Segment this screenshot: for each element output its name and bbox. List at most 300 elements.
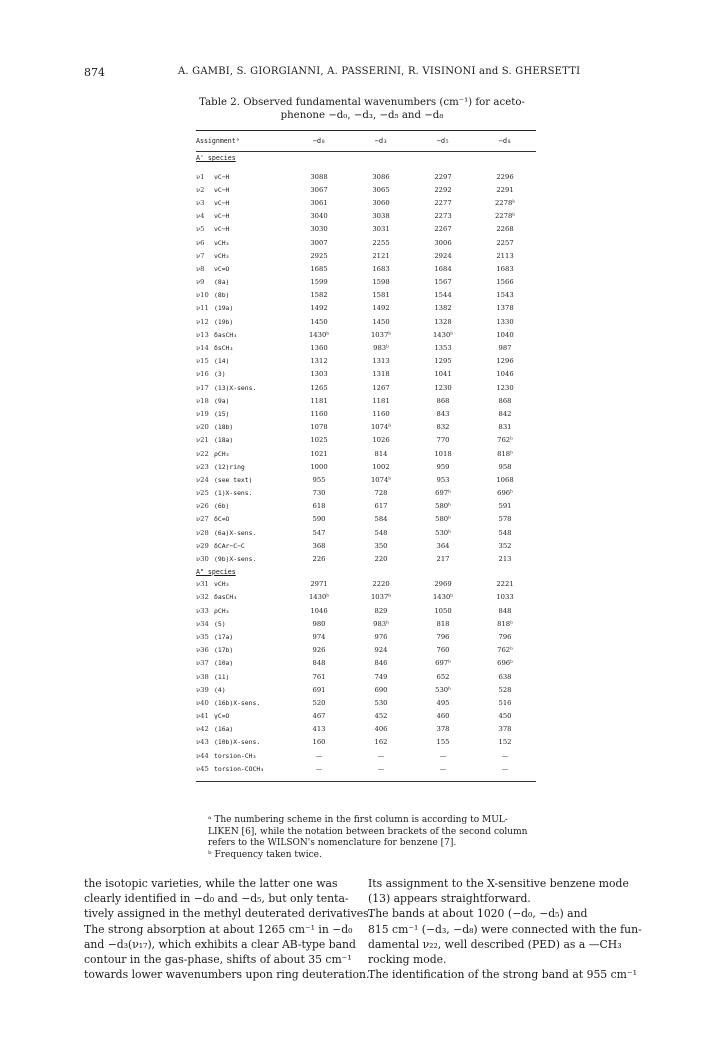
table-row <box>196 500 536 513</box>
page-number: 874 <box>84 66 105 79</box>
assignment-cell: (1)X-sens. <box>214 489 253 498</box>
mode-number: ν8 <box>196 264 205 273</box>
text-line: The identification of the strong band at 955 cm⁻¹ <box>368 968 637 982</box>
table-row <box>196 670 536 683</box>
value-d8: 842 <box>498 409 512 418</box>
value-d3: 1074ᵇ <box>370 475 392 484</box>
footnote-a-line-1: ᵃ The numbering scheme in the first column is according to MUL- <box>208 815 508 825</box>
mode-number: ν20 <box>196 423 209 432</box>
value-d8: 1296 <box>496 357 514 366</box>
table-row <box>196 578 536 591</box>
table-row <box>196 236 536 249</box>
value-d3: 1313 <box>372 357 390 366</box>
table-row <box>196 591 536 604</box>
value-d3: 2121 <box>372 251 390 260</box>
body-text-left-column <box>84 876 373 982</box>
mode-number: ν37 <box>196 659 209 668</box>
value-d0: 368 <box>312 541 326 550</box>
assignment-cell: νCH₃ <box>214 251 230 260</box>
mode-number: ν7 <box>196 251 205 260</box>
value-d0: 1430ᵇ <box>308 593 330 602</box>
mode-number: ν29 <box>196 541 209 550</box>
assignment-cell: (11) <box>214 672 230 681</box>
table-row <box>196 710 536 723</box>
mode-number: ν18 <box>196 396 209 405</box>
table-row <box>196 447 536 460</box>
value-d0: 1181 <box>310 396 328 405</box>
value-d0: 3061 <box>310 198 328 207</box>
value-d5: 953 <box>436 475 450 484</box>
assignment-cell: (14) <box>214 357 230 366</box>
assignment-cell: (19b) <box>214 317 234 326</box>
value-d5: 530ᵇ <box>435 685 451 694</box>
mode-number: ν27 <box>196 515 209 524</box>
value-d0: 848 <box>312 659 326 668</box>
assignment-cell: (17a) <box>214 632 234 641</box>
value-d0: 1021 <box>310 449 328 458</box>
value-d8: 958 <box>498 462 512 471</box>
table-row <box>196 394 536 407</box>
assignment-cell: νC−H <box>214 198 230 207</box>
value-d0: 1303 <box>310 370 328 379</box>
value-d0: 730 <box>312 489 326 498</box>
value-d8: 1330 <box>496 317 514 326</box>
value-d0: 1492 <box>310 304 328 313</box>
assignment-cell: νC−H <box>214 212 230 221</box>
value-d3: 728 <box>374 489 388 498</box>
assignment-cell: δsCH₃ <box>214 344 234 353</box>
table-row <box>196 762 536 775</box>
value-d0: 590 <box>312 515 326 524</box>
value-d8: 2296 <box>496 172 514 181</box>
value-d0: 1450 <box>310 317 328 326</box>
value-d3: — <box>377 764 385 773</box>
text-line: The strong absorption at about 1265 cm⁻¹ in −d₀ <box>84 922 353 936</box>
mode-number: ν44 <box>196 751 209 760</box>
assignment-cell: (3) <box>214 370 226 379</box>
table-row <box>196 196 536 209</box>
footnote-a-line-2: LIKEN [6], while the notation between brackets of the second column <box>208 826 528 837</box>
value-d5: 959 <box>436 462 450 471</box>
value-d8: 2278ᵇ <box>494 198 516 207</box>
table-bottom-rule <box>196 781 536 782</box>
assignment-cell: (8b) <box>214 291 230 300</box>
value-d3: 829 <box>374 606 388 615</box>
value-d0: 520 <box>312 698 326 707</box>
text-line: the isotopic varieties, while the latter one was <box>84 877 338 890</box>
value-d0: 1360 <box>310 344 328 353</box>
value-d0: 547 <box>312 528 326 537</box>
value-d3: 1037ᵇ <box>370 593 392 602</box>
value-d8: 378 <box>498 725 512 734</box>
value-d8: 213 <box>498 555 512 564</box>
wavenumber-table <box>196 130 536 782</box>
value-d8: 1543 <box>496 291 514 300</box>
value-d3: 814 <box>374 449 388 458</box>
value-d5: 1430ᵇ <box>432 593 454 602</box>
header-d8: −d₈ <box>498 137 512 145</box>
value-d3: 1074ᵇ <box>370 423 392 432</box>
mode-number: ν30 <box>196 555 209 564</box>
mode-number: ν16 <box>196 370 209 379</box>
table-row <box>196 381 536 394</box>
value-d3: 1683 <box>372 264 390 273</box>
value-d5: 1328 <box>434 317 452 326</box>
value-d5: 1295 <box>434 357 452 366</box>
value-d3: 1267 <box>372 383 390 392</box>
value-d8: 1046 <box>496 370 514 379</box>
value-d8: 2268 <box>496 225 514 234</box>
mode-number: ν10 <box>196 291 209 300</box>
mode-number: ν1 <box>196 172 205 181</box>
mode-number: ν21 <box>196 436 209 445</box>
table-body-a2 <box>196 578 536 776</box>
assignment-cell: γC=O <box>214 712 230 721</box>
caption-line-2: phenone −d₀, −d₃, −d₅ and −d₈ <box>280 110 444 121</box>
mode-number: ν40 <box>196 698 209 707</box>
assignment-cell: (15) <box>214 409 230 418</box>
mode-number: ν17 <box>196 383 209 392</box>
value-d0: 691 <box>312 685 326 694</box>
table-row <box>196 604 536 617</box>
value-d0: 761 <box>312 672 326 681</box>
value-d0: 1000 <box>310 462 328 471</box>
value-d5: 2267 <box>434 225 452 234</box>
value-d8: 548 <box>498 528 512 537</box>
value-d5: 1684 <box>434 264 452 273</box>
mode-number: ν34 <box>196 619 209 628</box>
value-d3: 2220 <box>372 580 390 589</box>
table-row <box>196 368 536 381</box>
assignment-cell: (5) <box>214 619 226 628</box>
value-d5: 796 <box>436 632 450 641</box>
value-d5: 697ᵇ <box>435 659 451 668</box>
value-d3: 3065 <box>372 185 390 194</box>
table-row <box>196 473 536 486</box>
table-row <box>196 355 536 368</box>
value-d5: 2924 <box>434 251 452 260</box>
value-d3: 548 <box>374 528 388 537</box>
mode-number: ν2 <box>196 185 205 194</box>
assignment-cell: (13)X-sens. <box>214 383 257 392</box>
assignment-cell: (see text) <box>214 475 253 484</box>
value-d5: 1430ᵇ <box>432 330 454 339</box>
value-d8: 2291 <box>496 185 514 194</box>
assignment-cell: δasCH₃ <box>214 330 238 339</box>
text-line: towards lower wavenumbers upon ring deuteration. <box>84 968 370 982</box>
value-d5: 1050 <box>434 606 452 615</box>
table-row <box>196 183 536 196</box>
mode-number: ν4 <box>196 212 205 221</box>
mode-number: ν32 <box>196 593 209 602</box>
mode-number: ν11 <box>196 304 209 313</box>
assignment-cell: (9a) <box>214 396 230 405</box>
value-d3: 976 <box>374 632 388 641</box>
value-d5: 1382 <box>434 304 452 313</box>
table-row <box>196 513 536 526</box>
table-row <box>196 341 536 354</box>
table-row <box>196 683 536 696</box>
value-d5: 770 <box>436 436 450 445</box>
text-line: (13) appears straightforward. <box>368 892 531 906</box>
header-d0: −d₀ <box>312 137 326 145</box>
value-d3: 749 <box>374 672 388 681</box>
mode-number: ν35 <box>196 632 209 641</box>
mode-number: ν28 <box>196 528 209 537</box>
value-d0: — <box>315 764 323 773</box>
value-d5: 2969 <box>434 580 452 589</box>
assignment-cell: δCAr−C−C <box>214 541 245 550</box>
mode-number: ν43 <box>196 738 209 747</box>
mode-number: ν33 <box>196 606 209 615</box>
table-row <box>196 302 536 315</box>
value-d5: 495 <box>436 698 450 707</box>
assignment-cell: (6a)X-sens. <box>214 528 257 537</box>
value-d3: 1318 <box>372 370 390 379</box>
assignment-cell: νCH₃ <box>214 580 230 589</box>
body-text-right-column <box>368 876 642 982</box>
value-d3: 690 <box>374 685 388 694</box>
value-d0: 974 <box>312 632 326 641</box>
value-d5: 832 <box>436 423 450 432</box>
value-d0: 1025 <box>310 436 328 445</box>
value-d3: 1160 <box>372 409 390 418</box>
table-row <box>196 749 536 762</box>
value-d5: 1567 <box>434 278 452 287</box>
value-d3: 220 <box>374 555 388 564</box>
assignment-cell: (19a) <box>214 304 234 313</box>
assignment-cell: νC−H <box>214 225 230 234</box>
value-d0: 467 <box>312 712 326 721</box>
value-d3: 1026 <box>372 436 390 445</box>
value-d3: 1492 <box>372 304 390 313</box>
value-d8: 591 <box>498 502 512 511</box>
assignment-cell: δC=O <box>214 515 230 524</box>
value-d5: 580ᵇ <box>435 502 451 511</box>
text-line: The bands at about 1020 (−d₀, −d₅) and <box>368 907 588 921</box>
table-row <box>196 552 536 565</box>
value-d8: 1566 <box>496 278 514 287</box>
table-row <box>196 328 536 341</box>
mode-number: ν24 <box>196 475 209 484</box>
value-d5: 364 <box>436 541 450 550</box>
value-d3: — <box>377 751 385 760</box>
value-d8: 696ᵇ <box>497 489 513 498</box>
table-row <box>196 421 536 434</box>
mode-number: ν5 <box>196 225 205 234</box>
value-d5: 3006 <box>434 238 452 247</box>
mode-number: ν19 <box>196 409 209 418</box>
table-row <box>196 617 536 630</box>
assignment-cell: ρCH₃ <box>214 606 230 615</box>
assignment-cell: νC=O <box>214 264 230 273</box>
value-d0: 3067 <box>310 185 328 194</box>
value-d3: 1002 <box>372 462 390 471</box>
header-d5: −d₅ <box>436 137 450 145</box>
value-d0: 3007 <box>310 238 328 247</box>
value-d8: 450 <box>498 712 512 721</box>
value-d8: 848 <box>498 606 512 615</box>
table-row <box>196 407 536 420</box>
mode-number: ν36 <box>196 646 209 655</box>
table-row <box>196 644 536 657</box>
table-row <box>196 434 536 447</box>
value-d8: 2113 <box>496 251 514 260</box>
assignment-cell: (12)ring <box>214 462 245 471</box>
text-line: rocking mode. <box>368 953 447 967</box>
value-d8: 528 <box>498 685 512 694</box>
value-d3: 1037ᵇ <box>370 330 392 339</box>
assignment-cell: ρCH₃ <box>214 449 230 458</box>
assignment-cell: (17b) <box>214 646 234 655</box>
value-d8: 578 <box>498 515 512 524</box>
table-footnotes <box>208 815 528 861</box>
value-d8: 831 <box>498 423 512 432</box>
value-d8: 1068 <box>496 475 514 484</box>
value-d3: 1598 <box>372 278 390 287</box>
value-d0: 1599 <box>310 278 328 287</box>
value-d8: 1230 <box>496 383 514 392</box>
table-row <box>196 289 536 302</box>
table-row <box>196 276 536 289</box>
value-d3: 3060 <box>372 198 390 207</box>
value-d8: — <box>501 764 509 773</box>
mode-number: ν41 <box>196 712 209 721</box>
value-d5: 652 <box>436 672 450 681</box>
value-d3: 584 <box>374 515 388 524</box>
value-d8: 696ᵇ <box>497 659 513 668</box>
value-d0: 2925 <box>310 251 328 260</box>
value-d8: 152 <box>498 738 512 747</box>
table-row <box>196 696 536 709</box>
mode-number: ν9 <box>196 278 205 287</box>
value-d8: 796 <box>498 632 512 641</box>
value-d5: 843 <box>436 409 450 418</box>
text-line: damental ν₂₂, well described (PED) as a —CH₃ <box>368 937 622 951</box>
value-d5: 1353 <box>434 344 452 353</box>
value-d3: 452 <box>374 712 388 721</box>
value-d8: 352 <box>498 541 512 550</box>
value-d0: 1046 <box>310 606 328 615</box>
value-d5: 760 <box>436 646 450 655</box>
table-row <box>196 630 536 643</box>
value-d3: 3086 <box>372 172 390 181</box>
value-d5: 2277 <box>434 198 452 207</box>
value-d8: 818ᵇ <box>497 619 513 628</box>
mode-number: ν15 <box>196 357 209 366</box>
mode-number: ν39 <box>196 685 209 694</box>
value-d0: 926 <box>312 646 326 655</box>
running-head: A. GAMBI, S. GIORGIANNI, A. PASSERINI, R. VISINONI and S. GHERSETTI <box>178 66 581 77</box>
assignment-cell: torsion-CH₃ <box>214 751 257 760</box>
mode-number: ν14 <box>196 344 209 353</box>
value-d0: 980 <box>312 619 326 628</box>
value-d8: 2221 <box>496 580 514 589</box>
value-d3: 162 <box>374 738 388 747</box>
assignment-cell: (10a) <box>214 659 234 668</box>
table-row <box>196 315 536 328</box>
value-d3: 924 <box>374 646 388 655</box>
value-d0: 3040 <box>310 212 328 221</box>
table-body-a1 <box>196 170 536 566</box>
value-d8: 818ᵇ <box>497 449 513 458</box>
mode-number: ν25 <box>196 489 209 498</box>
value-d0: 955 <box>312 475 326 484</box>
assignment-cell: torsion-COCH₃ <box>214 764 265 773</box>
table-caption <box>0 96 724 122</box>
assignment-cell: νC−H <box>214 185 230 194</box>
caption-line-1: Table 2. Observed fundamental wavenumbers (cm⁻¹) for aceto- <box>199 97 525 108</box>
value-d5: 460 <box>436 712 450 721</box>
value-d0: 1312 <box>310 357 328 366</box>
header-assignment: Assignmentᵃ <box>196 137 240 145</box>
value-d0: — <box>315 751 323 760</box>
value-d0: 2971 <box>310 580 328 589</box>
value-d0: 160 <box>312 738 326 747</box>
table-row <box>196 262 536 275</box>
assignment-cell: (6b) <box>214 502 230 511</box>
text-line: and −d₃(ν₁₇), which exhibits a clear AB-type band <box>84 937 356 951</box>
footnote-a-line-3: refers to the WILSON's nomenclature for benzene [7]. <box>208 838 457 848</box>
assignment-cell: (9b)X-sens. <box>214 555 257 564</box>
text-line: clearly identified in −d₀ and −d₅, but only tenta- <box>84 892 349 906</box>
value-d3: 983ᵇ <box>373 344 389 353</box>
value-d8: 516 <box>498 698 512 707</box>
value-d5: 1018 <box>434 449 452 458</box>
value-d3: 617 <box>374 502 388 511</box>
table-row <box>196 723 536 736</box>
footnote-b: ᵇ Frequency taken twice. <box>208 849 322 860</box>
value-d5: 580ᵇ <box>435 515 451 524</box>
table-row <box>196 539 536 552</box>
mode-number: ν23 <box>196 462 209 471</box>
table-header <box>196 131 536 151</box>
value-d8: 638 <box>498 672 512 681</box>
assignment-cell: δasCH₃ <box>214 593 238 602</box>
value-d3: 1581 <box>372 291 390 300</box>
value-d8: 762ᵇ <box>497 646 513 655</box>
table-row <box>196 223 536 236</box>
assignment-cell: νCH₃ <box>214 238 230 247</box>
value-d5: 378 <box>436 725 450 734</box>
value-d5: 1041 <box>434 370 452 379</box>
value-d5: 530ᵇ <box>435 528 451 537</box>
value-d5: — <box>439 764 447 773</box>
value-d0: 1582 <box>310 291 328 300</box>
value-d0: 1265 <box>310 383 328 392</box>
value-d5: 1230 <box>434 383 452 392</box>
mode-number: ν22 <box>196 449 209 458</box>
mode-number: ν3 <box>196 198 205 207</box>
value-d0: 413 <box>312 725 326 734</box>
value-d5: 2292 <box>434 185 452 194</box>
value-d3: 406 <box>374 725 388 734</box>
mode-number: ν26 <box>196 502 209 511</box>
value-d0: 3030 <box>310 225 328 234</box>
assignment-cell: (16a) <box>214 725 234 734</box>
value-d0: 1685 <box>310 264 328 273</box>
text-line: 815 cm⁻¹ (−d₃, −d₈) were connected with the fun- <box>368 922 642 936</box>
value-d5: 868 <box>436 396 450 405</box>
value-d5: 155 <box>436 738 450 747</box>
species-a2-label: A" species <box>196 567 236 576</box>
value-d0: 3088 <box>310 172 328 181</box>
table-row <box>196 487 536 500</box>
table-row <box>196 210 536 223</box>
species-a1-label: A' species <box>196 154 236 162</box>
assignment-cell: (18b) <box>214 423 234 432</box>
value-d0: 226 <box>312 555 326 564</box>
